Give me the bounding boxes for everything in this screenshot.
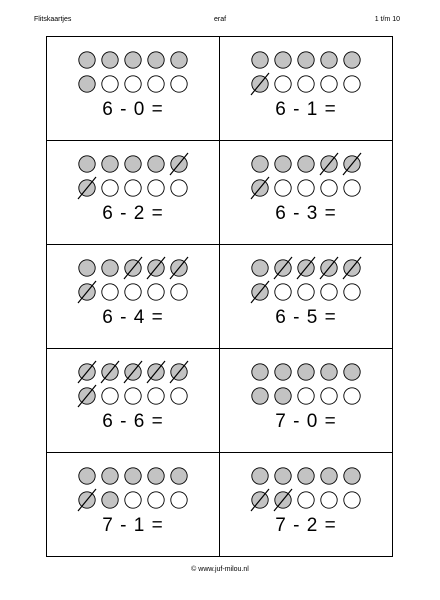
empty-counter <box>102 76 118 92</box>
subtraction-expression: 6 - 3 = <box>275 203 337 224</box>
empty-counter <box>102 180 118 196</box>
filled-counter <box>148 52 164 68</box>
filled-counter <box>171 52 187 68</box>
filled-counter <box>125 52 141 68</box>
empty-counter <box>125 284 141 300</box>
filled-counter <box>102 156 118 172</box>
empty-counter <box>344 180 360 196</box>
flashcard-grid <box>46 36 393 557</box>
filled-counter <box>298 468 314 484</box>
filled-counter <box>102 260 118 276</box>
empty-counter <box>275 76 291 92</box>
empty-counter <box>321 284 337 300</box>
filled-counter <box>275 364 291 380</box>
empty-counter <box>171 492 187 508</box>
empty-counter <box>298 76 314 92</box>
header-range: 1 t/m 10 <box>374 16 400 23</box>
filled-counter <box>275 156 291 172</box>
filled-counter <box>79 468 95 484</box>
filled-counter <box>148 468 164 484</box>
empty-counter <box>298 388 314 404</box>
filled-counter <box>275 468 291 484</box>
empty-counter <box>171 388 187 404</box>
empty-counter <box>125 388 141 404</box>
header-subject: eraf <box>213 16 227 23</box>
empty-counter <box>298 284 314 300</box>
filled-counter <box>252 388 268 404</box>
filled-counter <box>298 52 314 68</box>
filled-counter <box>344 364 360 380</box>
filled-counter <box>344 52 360 68</box>
empty-counter <box>148 284 164 300</box>
filled-counter <box>79 260 95 276</box>
subtraction-expression: 7 - 0 = <box>275 411 337 432</box>
ten-frame-dots <box>73 256 193 304</box>
empty-counter <box>275 180 291 196</box>
empty-counter <box>171 284 187 300</box>
filled-counter <box>171 468 187 484</box>
ten-frame-dots <box>246 152 366 200</box>
filled-counter <box>275 52 291 68</box>
empty-counter <box>344 76 360 92</box>
filled-counter <box>252 468 268 484</box>
filled-counter <box>125 156 141 172</box>
empty-counter <box>148 492 164 508</box>
empty-counter <box>344 388 360 404</box>
ten-frame-dots <box>246 464 366 512</box>
filled-counter <box>125 468 141 484</box>
empty-counter <box>171 180 187 196</box>
empty-counter <box>344 284 360 300</box>
filled-counter <box>79 76 95 92</box>
flashcard <box>220 453 393 557</box>
empty-counter <box>102 284 118 300</box>
flashcard <box>47 349 220 453</box>
subtraction-expression: 6 - 5 = <box>275 307 337 328</box>
flashcard <box>47 37 220 141</box>
empty-counter <box>148 180 164 196</box>
flashcard <box>47 245 220 349</box>
filled-counter <box>344 468 360 484</box>
ten-frame-dots <box>73 152 193 200</box>
empty-counter <box>148 388 164 404</box>
filled-counter <box>321 364 337 380</box>
ten-frame-dots <box>73 48 193 96</box>
flashcard <box>220 349 393 453</box>
filled-counter <box>321 468 337 484</box>
subtraction-expression: 6 - 2 = <box>102 203 164 224</box>
empty-counter <box>125 492 141 508</box>
filled-counter <box>298 364 314 380</box>
subtraction-expression: 6 - 1 = <box>275 99 337 120</box>
filled-counter <box>252 364 268 380</box>
subtraction-expression: 7 - 1 = <box>102 515 164 536</box>
subtraction-expression: 6 - 6 = <box>102 411 164 432</box>
filled-counter <box>102 492 118 508</box>
filled-counter <box>252 52 268 68</box>
ten-frame-dots <box>246 360 366 408</box>
subtraction-expression: 6 - 0 = <box>102 99 164 120</box>
empty-counter <box>321 76 337 92</box>
flashcard <box>47 453 220 557</box>
flashcard <box>220 245 393 349</box>
filled-counter <box>275 388 291 404</box>
ten-frame-dots <box>73 360 193 408</box>
filled-counter <box>321 52 337 68</box>
filled-counter <box>252 260 268 276</box>
ten-frame-dots <box>73 464 193 512</box>
flashcard <box>220 37 393 141</box>
empty-counter <box>344 492 360 508</box>
empty-counter <box>321 388 337 404</box>
filled-counter <box>79 156 95 172</box>
filled-counter <box>79 52 95 68</box>
ten-frame-dots <box>246 48 366 96</box>
filled-counter <box>102 468 118 484</box>
empty-counter <box>125 76 141 92</box>
empty-counter <box>102 388 118 404</box>
filled-counter <box>148 156 164 172</box>
ten-frame-dots <box>246 256 366 304</box>
subtraction-expression: 6 - 4 = <box>102 307 164 328</box>
empty-counter <box>321 180 337 196</box>
empty-counter <box>275 284 291 300</box>
header-title: Flitskaartjes <box>34 16 72 23</box>
empty-counter <box>171 76 187 92</box>
empty-counter <box>298 180 314 196</box>
filled-counter <box>252 156 268 172</box>
subtraction-expression: 7 - 2 = <box>275 515 337 536</box>
filled-counter <box>102 52 118 68</box>
flashcard <box>220 141 393 245</box>
empty-counter <box>148 76 164 92</box>
empty-counter <box>298 492 314 508</box>
footer-copyright: © www.juf-milou.nl <box>191 566 249 573</box>
empty-counter <box>125 180 141 196</box>
empty-counter <box>321 492 337 508</box>
flashcard <box>47 141 220 245</box>
filled-counter <box>298 156 314 172</box>
